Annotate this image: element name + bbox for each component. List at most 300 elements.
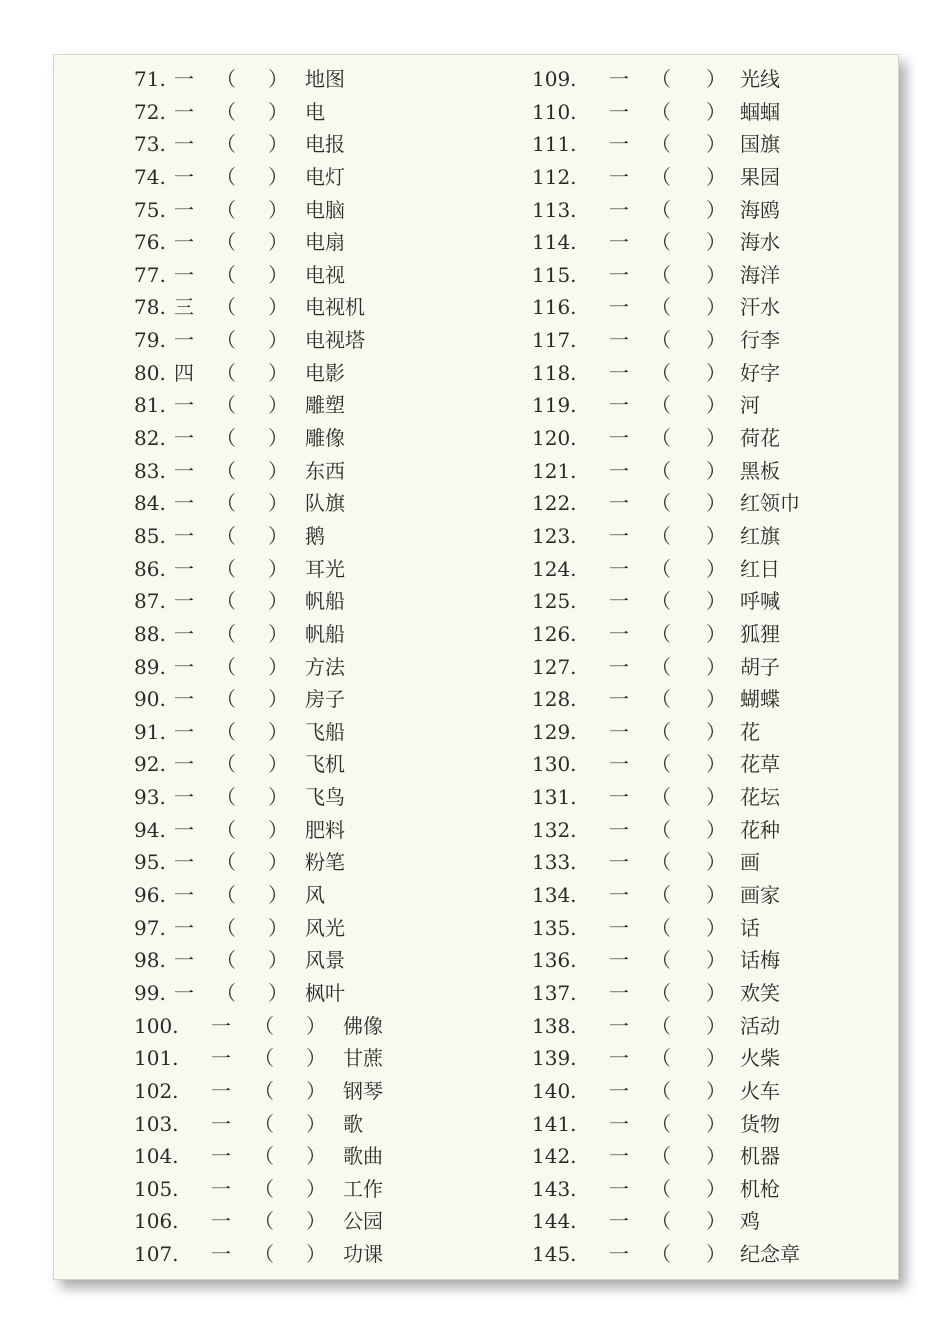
exercise-row <box>54 651 898 684</box>
noun-word: 电视 <box>305 262 345 287</box>
item-number: 81. <box>134 393 166 418</box>
measure-word: 一 <box>174 948 194 973</box>
close-paren: ） <box>706 1209 726 1234</box>
noun-word: 歌 <box>343 1111 363 1136</box>
measure-word: 一 <box>609 1144 629 1169</box>
measure-word: 一 <box>609 360 629 385</box>
item-number: 131. <box>532 785 577 810</box>
open-paren: （ <box>651 328 671 353</box>
open-paren: （ <box>216 164 236 189</box>
close-paren: ） <box>268 262 288 287</box>
noun-word: 雕像 <box>305 426 345 451</box>
close-paren: ） <box>706 328 726 353</box>
item-number: 119. <box>532 393 577 418</box>
open-paren: （ <box>651 785 671 810</box>
measure-word: 一 <box>174 491 194 516</box>
close-paren: ） <box>306 1013 326 1038</box>
measure-word: 一 <box>609 719 629 744</box>
measure-word: 一 <box>174 621 194 646</box>
measure-word: 一 <box>211 1046 231 1071</box>
measure-word: 一 <box>211 1209 231 1234</box>
noun-word: 狐狸 <box>740 621 780 646</box>
exercise-row <box>54 1238 898 1271</box>
item-number: 75. <box>134 197 166 222</box>
noun-word: 机器 <box>740 1144 780 1169</box>
measure-word: 一 <box>211 1242 231 1267</box>
item-number: 71. <box>134 67 166 91</box>
item-number: 99. <box>134 980 166 1005</box>
item-number: 134. <box>532 883 577 908</box>
noun-word: 电影 <box>305 360 345 385</box>
item-number: 144. <box>532 1209 577 1234</box>
open-paren: （ <box>651 980 671 1005</box>
open-paren: （ <box>216 915 236 940</box>
measure-word: 一 <box>211 1078 231 1103</box>
measure-word: 一 <box>609 556 629 581</box>
exercise-row <box>54 912 898 945</box>
open-paren: （ <box>216 785 236 810</box>
item-number: 84. <box>134 491 166 516</box>
open-paren: （ <box>216 328 236 353</box>
measure-word: 一 <box>174 99 194 124</box>
close-paren: ） <box>268 980 288 1005</box>
exercise-row <box>54 716 898 749</box>
noun-word: 花坛 <box>740 785 780 810</box>
measure-word: 一 <box>609 328 629 353</box>
exercise-row <box>54 259 898 292</box>
exercise-row <box>54 977 898 1010</box>
measure-word: 一 <box>174 523 194 548</box>
item-number: 127. <box>532 654 577 679</box>
open-paren: （ <box>651 883 671 908</box>
close-paren: ） <box>706 654 726 679</box>
close-paren: ） <box>706 556 726 581</box>
exercise-row <box>54 226 898 259</box>
exercise-row <box>54 291 898 324</box>
noun-word: 功课 <box>343 1242 383 1267</box>
noun-word: 电灯 <box>305 164 345 189</box>
noun-word: 话 <box>740 915 760 940</box>
item-number: 109. <box>532 67 577 91</box>
close-paren: ） <box>706 295 726 320</box>
exercise-row <box>54 1042 898 1075</box>
noun-word: 河 <box>740 393 760 418</box>
close-paren: ） <box>706 458 726 483</box>
measure-word: 一 <box>609 915 629 940</box>
close-paren: ） <box>706 785 726 810</box>
open-paren: （ <box>651 817 671 842</box>
item-number: 115. <box>532 262 577 287</box>
noun-word: 粉笔 <box>305 850 345 875</box>
open-paren: （ <box>651 426 671 451</box>
noun-word: 光线 <box>740 67 780 91</box>
exercise-row <box>54 520 898 553</box>
noun-word: 电扇 <box>305 230 345 255</box>
close-paren: ） <box>306 1078 326 1103</box>
measure-word: 一 <box>609 164 629 189</box>
exercise-row <box>54 1075 898 1108</box>
close-paren: ） <box>706 262 726 287</box>
measure-word: 一 <box>609 132 629 157</box>
close-paren: ） <box>268 687 288 712</box>
open-paren: （ <box>651 295 671 320</box>
open-paren: （ <box>254 1144 274 1169</box>
measure-word: 一 <box>609 393 629 418</box>
noun-word: 火车 <box>740 1078 780 1103</box>
close-paren: ） <box>706 817 726 842</box>
close-paren: ） <box>706 67 726 91</box>
open-paren: （ <box>651 589 671 614</box>
open-paren: （ <box>216 556 236 581</box>
open-paren: （ <box>651 948 671 973</box>
close-paren: ） <box>306 1209 326 1234</box>
noun-word: 欢笑 <box>740 980 780 1005</box>
close-paren: ） <box>268 491 288 516</box>
noun-word: 佛像 <box>343 1013 383 1038</box>
close-paren: ） <box>706 1078 726 1103</box>
measure-word: 一 <box>174 230 194 255</box>
open-paren: （ <box>216 654 236 679</box>
measure-word: 一 <box>609 621 629 646</box>
noun-word: 电视机 <box>305 295 365 320</box>
measure-word: 一 <box>609 850 629 875</box>
item-number: 85. <box>134 523 166 548</box>
item-number: 94. <box>134 817 166 842</box>
exercise-row <box>54 324 898 357</box>
exercise-row <box>54 944 898 977</box>
measure-word: 一 <box>174 393 194 418</box>
item-number: 117. <box>532 328 577 353</box>
close-paren: ） <box>268 556 288 581</box>
close-paren: ） <box>268 589 288 614</box>
open-paren: （ <box>216 817 236 842</box>
close-paren: ） <box>706 491 726 516</box>
item-number: 113. <box>532 197 577 222</box>
noun-word: 蝈蝈 <box>740 99 780 124</box>
measure-word: 一 <box>609 589 629 614</box>
measure-word: 一 <box>174 328 194 353</box>
open-paren: （ <box>216 132 236 157</box>
item-number: 112. <box>532 164 577 189</box>
open-paren: （ <box>651 654 671 679</box>
exercise-row <box>54 389 898 422</box>
open-paren: （ <box>254 1046 274 1071</box>
open-paren: （ <box>216 393 236 418</box>
open-paren: （ <box>216 589 236 614</box>
item-number: 104. <box>134 1144 179 1169</box>
noun-word: 东西 <box>305 458 345 483</box>
close-paren: ） <box>706 948 726 973</box>
open-paren: （ <box>651 458 671 483</box>
noun-word: 纪念章 <box>740 1242 800 1267</box>
close-paren: ） <box>706 1144 726 1169</box>
measure-word: 一 <box>609 752 629 777</box>
noun-word: 工作 <box>343 1176 383 1201</box>
item-number: 74. <box>134 164 166 189</box>
open-paren: （ <box>216 230 236 255</box>
measure-word: 一 <box>174 132 194 157</box>
item-number: 126. <box>532 621 577 646</box>
close-paren: ） <box>268 426 288 451</box>
item-number: 91. <box>134 719 166 744</box>
item-number: 79. <box>134 328 166 353</box>
close-paren: ） <box>268 99 288 124</box>
open-paren: （ <box>651 230 671 255</box>
item-number: 105. <box>134 1176 179 1201</box>
noun-word: 红旗 <box>740 523 780 548</box>
measure-word: 一 <box>174 883 194 908</box>
noun-word: 地图 <box>305 67 345 91</box>
noun-word: 耳光 <box>305 556 345 581</box>
open-paren: （ <box>651 67 671 91</box>
noun-word: 电视塔 <box>305 328 365 353</box>
open-paren: （ <box>651 850 671 875</box>
measure-word: 一 <box>211 1111 231 1136</box>
measure-word: 一 <box>609 99 629 124</box>
measure-word: 一 <box>174 850 194 875</box>
noun-word: 帆船 <box>305 621 345 646</box>
open-paren: （ <box>254 1111 274 1136</box>
noun-word: 画 <box>740 850 760 875</box>
exercise-row <box>54 357 898 390</box>
item-number: 88. <box>134 621 166 646</box>
measure-word: 一 <box>609 1242 629 1267</box>
item-number: 116. <box>532 295 577 320</box>
noun-word: 雕塑 <box>305 393 345 418</box>
exercise-row <box>54 1140 898 1173</box>
item-number: 90. <box>134 687 166 712</box>
noun-word: 海水 <box>740 230 780 255</box>
exercise-row <box>54 1205 898 1238</box>
item-number: 118. <box>532 360 577 385</box>
item-number: 123. <box>532 523 577 548</box>
open-paren: （ <box>216 360 236 385</box>
open-paren: （ <box>216 458 236 483</box>
noun-word: 电 <box>305 99 325 124</box>
open-paren: （ <box>651 491 671 516</box>
open-paren: （ <box>216 948 236 973</box>
open-paren: （ <box>651 393 671 418</box>
close-paren: ） <box>706 164 726 189</box>
noun-word: 画家 <box>740 883 780 908</box>
open-paren: （ <box>216 719 236 744</box>
noun-word: 飞船 <box>305 719 345 744</box>
close-paren: ） <box>706 99 726 124</box>
exercise-row <box>54 422 898 455</box>
close-paren: ） <box>268 785 288 810</box>
measure-word: 一 <box>174 785 194 810</box>
item-number: 111. <box>532 132 577 157</box>
item-number: 133. <box>532 850 577 875</box>
item-number: 145. <box>532 1242 577 1267</box>
close-paren: ） <box>706 360 726 385</box>
close-paren: ） <box>706 687 726 712</box>
measure-word: 一 <box>609 295 629 320</box>
noun-word: 蝴蝶 <box>740 687 780 712</box>
measure-word: 一 <box>609 491 629 516</box>
measure-word: 一 <box>609 197 629 222</box>
open-paren: （ <box>651 1111 671 1136</box>
exercise-row <box>54 781 898 814</box>
close-paren: ） <box>268 621 288 646</box>
measure-word: 一 <box>609 948 629 973</box>
noun-word: 黑板 <box>740 458 780 483</box>
exercise-row <box>54 128 898 161</box>
noun-word: 钢琴 <box>343 1078 383 1103</box>
close-paren: ） <box>306 1046 326 1071</box>
open-paren: （ <box>216 980 236 1005</box>
item-number: 73. <box>134 132 166 157</box>
item-number: 140. <box>532 1078 577 1103</box>
open-paren: （ <box>651 1078 671 1103</box>
item-number: 141. <box>532 1111 577 1136</box>
item-number: 76. <box>134 230 166 255</box>
open-paren: （ <box>651 687 671 712</box>
open-paren: （ <box>216 262 236 287</box>
noun-word: 歌曲 <box>343 1144 383 1169</box>
open-paren: （ <box>216 752 236 777</box>
measure-word: 一 <box>609 262 629 287</box>
exercise-row <box>54 194 898 227</box>
open-paren: （ <box>216 67 236 91</box>
open-paren: （ <box>216 491 236 516</box>
noun-word: 货物 <box>740 1111 780 1136</box>
measure-word: 一 <box>609 1078 629 1103</box>
noun-word: 红日 <box>740 556 780 581</box>
close-paren: ） <box>268 393 288 418</box>
item-number: 103. <box>134 1111 179 1136</box>
close-paren: ） <box>706 719 726 744</box>
noun-word: 机枪 <box>740 1176 780 1201</box>
close-paren: ） <box>706 1242 726 1267</box>
close-paren: ） <box>706 1176 726 1201</box>
open-paren: （ <box>651 1209 671 1234</box>
noun-word: 呼喊 <box>740 589 780 614</box>
close-paren: ） <box>268 360 288 385</box>
measure-word: 一 <box>609 687 629 712</box>
noun-word: 飞机 <box>305 752 345 777</box>
measure-word: 一 <box>609 1046 629 1071</box>
measure-word: 一 <box>174 719 194 744</box>
noun-word: 公园 <box>343 1209 383 1234</box>
item-number: 107. <box>134 1242 179 1267</box>
item-number: 96. <box>134 883 166 908</box>
item-number: 89. <box>134 654 166 679</box>
close-paren: ） <box>706 752 726 777</box>
measure-word: 一 <box>174 980 194 1005</box>
measure-word: 一 <box>609 1013 629 1038</box>
exercise-row <box>54 683 898 716</box>
item-number: 130. <box>532 752 577 777</box>
open-paren: （ <box>216 850 236 875</box>
item-number: 138. <box>532 1013 577 1038</box>
exercise-row <box>54 1010 898 1043</box>
noun-word: 帆船 <box>305 589 345 614</box>
measure-word: 一 <box>174 817 194 842</box>
measure-word: 一 <box>609 1176 629 1201</box>
open-paren: （ <box>651 132 671 157</box>
measure-word: 四 <box>174 360 194 385</box>
measure-word: 一 <box>609 426 629 451</box>
item-number: 124. <box>532 556 577 581</box>
measure-word: 一 <box>609 1209 629 1234</box>
open-paren: （ <box>216 99 236 124</box>
noun-word: 海鸥 <box>740 197 780 222</box>
open-paren: （ <box>651 523 671 548</box>
exercise-row <box>54 748 898 781</box>
noun-word: 国旗 <box>740 132 780 157</box>
close-paren: ） <box>268 295 288 320</box>
exercise-row <box>54 63 898 96</box>
open-paren: （ <box>651 164 671 189</box>
noun-word: 电报 <box>305 132 345 157</box>
close-paren: ） <box>268 458 288 483</box>
measure-word: 一 <box>174 752 194 777</box>
open-paren: （ <box>651 915 671 940</box>
noun-word: 花草 <box>740 752 780 777</box>
exercise-row <box>54 553 898 586</box>
open-paren: （ <box>651 197 671 222</box>
noun-word: 鹅 <box>305 523 325 548</box>
item-number: 86. <box>134 556 166 581</box>
close-paren: ） <box>706 850 726 875</box>
exercise-row <box>54 487 898 520</box>
item-number: 93. <box>134 785 166 810</box>
item-number: 139. <box>532 1046 577 1071</box>
noun-word: 火柴 <box>740 1046 780 1071</box>
item-number: 72. <box>134 99 166 124</box>
open-paren: （ <box>651 621 671 646</box>
measure-word: 一 <box>174 915 194 940</box>
measure-word: 一 <box>609 1111 629 1136</box>
right-column <box>54 63 898 1271</box>
close-paren: ） <box>268 752 288 777</box>
close-paren: ） <box>706 980 726 1005</box>
exercise-row <box>54 618 898 651</box>
open-paren: （ <box>651 556 671 581</box>
close-paren: ） <box>268 132 288 157</box>
item-number: 87. <box>134 589 166 614</box>
noun-word: 花 <box>740 719 760 744</box>
measure-word: 一 <box>211 1144 231 1169</box>
open-paren: （ <box>216 687 236 712</box>
item-number: 135. <box>532 915 577 940</box>
open-paren: （ <box>651 1013 671 1038</box>
measure-word: 一 <box>211 1013 231 1038</box>
measure-word: 一 <box>174 556 194 581</box>
item-number: 129. <box>532 719 577 744</box>
item-number: 114. <box>532 230 577 255</box>
open-paren: （ <box>216 621 236 646</box>
item-number: 142. <box>532 1144 577 1169</box>
item-number: 137. <box>532 980 577 1005</box>
item-number: 106. <box>134 1209 179 1234</box>
close-paren: ） <box>268 948 288 973</box>
noun-word: 鸡 <box>740 1209 760 1234</box>
noun-word: 海洋 <box>740 262 780 287</box>
exercise-row <box>54 1108 898 1141</box>
noun-word: 话梅 <box>740 948 780 973</box>
close-paren: ） <box>306 1144 326 1169</box>
measure-word: 一 <box>174 654 194 679</box>
measure-word: 一 <box>609 883 629 908</box>
close-paren: ） <box>268 197 288 222</box>
open-paren: （ <box>651 1144 671 1169</box>
close-paren: ） <box>706 523 726 548</box>
measure-word: 一 <box>609 785 629 810</box>
measure-word: 一 <box>609 458 629 483</box>
exercise-row <box>54 455 898 488</box>
